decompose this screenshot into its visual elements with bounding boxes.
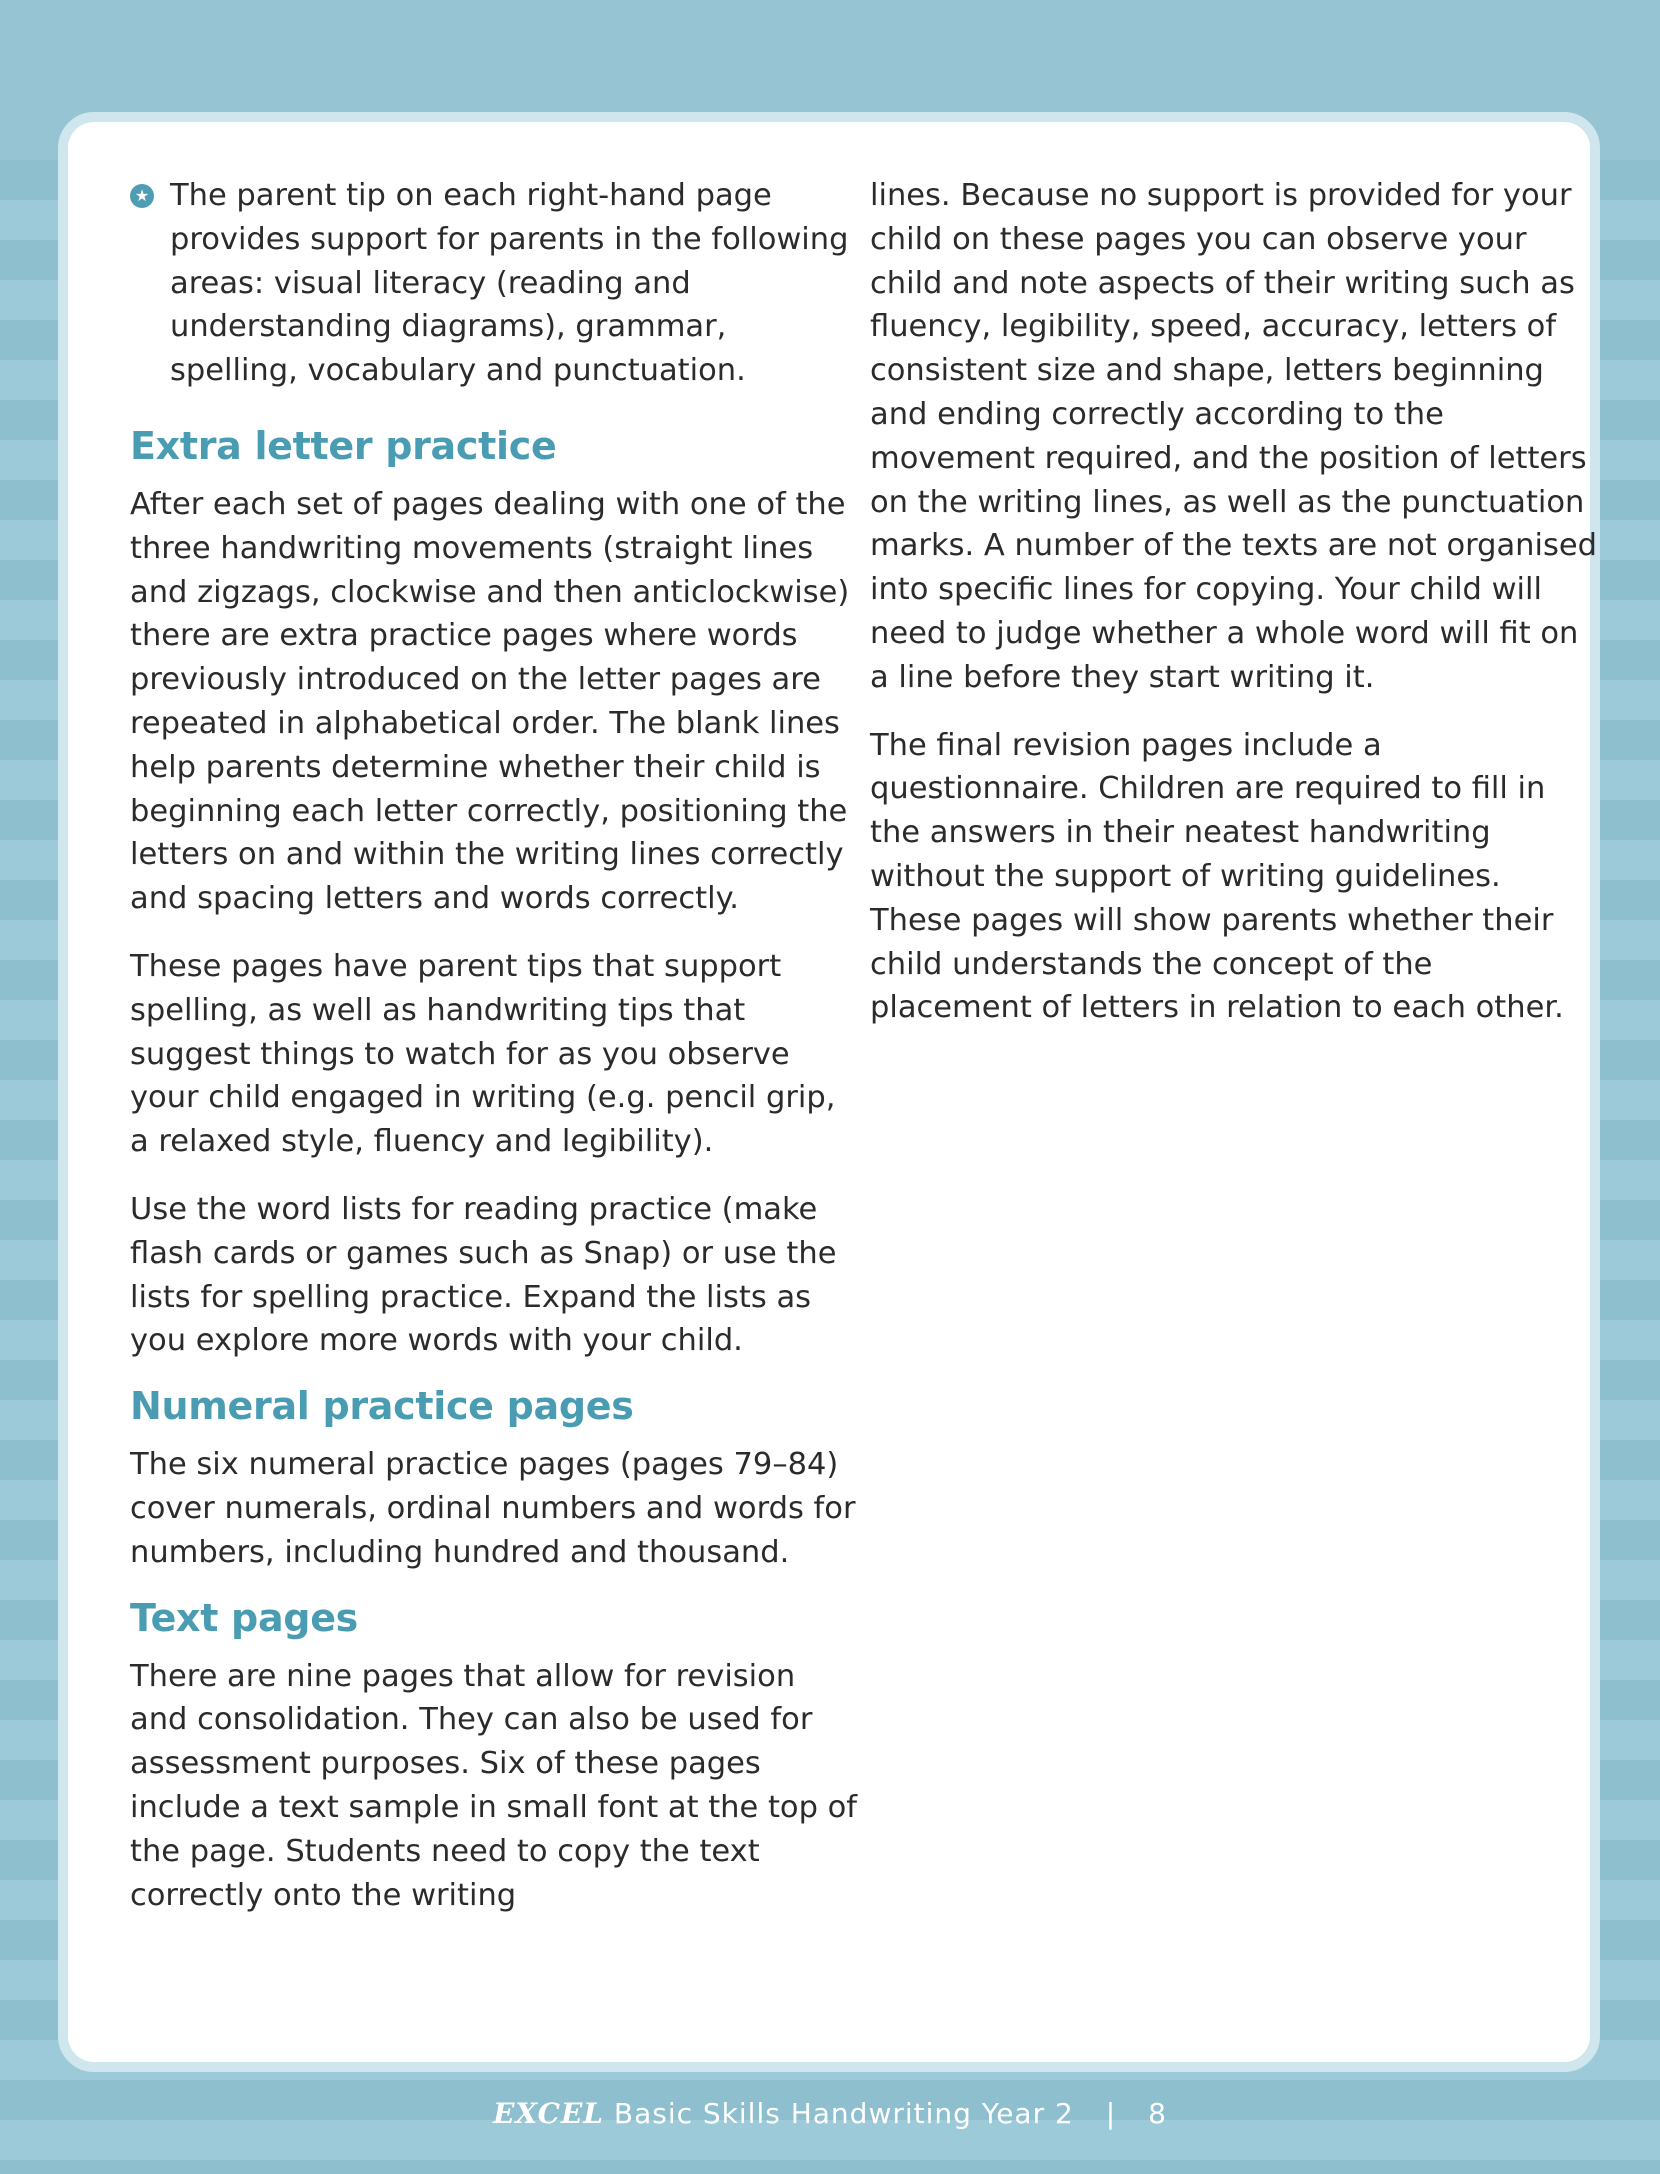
heading-numeral-practice-pages: Numeral practice pages xyxy=(130,1384,634,1429)
paragraph: After each set of pages dealing with one of the three handwriting movements (straight lines and zigzags, clockwise and then anticlockwise) there are extra practice pages where words previously introduced on the letter pages are repeated in alphabetical order. The blank lines help parents determine whether their child is beginning each letter correctly, positioning the letters on and within the writing lines correctly and spacing letters and words correctly. xyxy=(130,486,850,917)
paragraph: The final revision pages include a questionnaire. Children are required to fill in the answers in their neatest handwriting without the support of writing guidelines. These pages will show parents whether their child understands the concept of the placement of letters in relation to each other. xyxy=(870,727,1564,1026)
paragraph: The six numeral practice pages (pages 79–84) cover numerals, ordinal numbers and words for numbers, including hundred and thousand. xyxy=(130,1447,856,1570)
bullet-text: The parent tip on each right-hand page provides support for parents in the following areas: visual literacy (reading and understanding diagrams), grammar, spelling, vocabulary and punctuation. xyxy=(170,178,849,389)
content-card xyxy=(58,112,1600,2072)
page-number: 8 xyxy=(1148,2097,1167,2130)
right-column xyxy=(870,174,1600,1054)
heading-extra-letter-practice: Extra letter practice xyxy=(130,423,557,468)
star-bullet-icon: ★ xyxy=(130,184,154,208)
footer-brand: EXCEL xyxy=(493,2097,604,2130)
paragraph: lines. Because no support is provided for your child on these pages you can observe your child and note aspects of their writing such as fluency, legibility, speed, accuracy, letters of consistent size and shape, letters beginning and ending correctly according to the movement required, and the position of letters on the writing lines, as well as the punctuation marks. A number of the texts are not organised into specific lines for copying. Your child will need to judge whether a whole word will fit on a line before they start writing it. xyxy=(870,178,1597,695)
footer-separator: | xyxy=(1105,2097,1117,2130)
heading-text-pages: Text pages xyxy=(130,1595,358,1640)
page-footer xyxy=(0,2094,1660,2134)
paragraph: There are nine pages that allow for revision and consolidation. They can also be used for assessment purposes. Six of these pages include a text sample in small font at the top of the page. Students need to copy the text correctly onto the writing xyxy=(130,1658,858,1913)
left-column xyxy=(130,174,860,1941)
bullet-item xyxy=(130,174,860,393)
paragraph: These pages have parent tips that support spelling, as well as handwriting tips that suggest things to watch for as you observe your child engaged in writing (e.g. pencil grip, a relaxed style, fluency and legibility). xyxy=(130,948,836,1160)
paragraph: Use the word lists for reading practice (make flash cards or games such as Snap) or use the lists for spelling practice. Expand the lists as you explore more words with your child. xyxy=(130,1191,837,1359)
footer-title: Basic Skills Handwriting Year 2 xyxy=(613,2097,1074,2130)
